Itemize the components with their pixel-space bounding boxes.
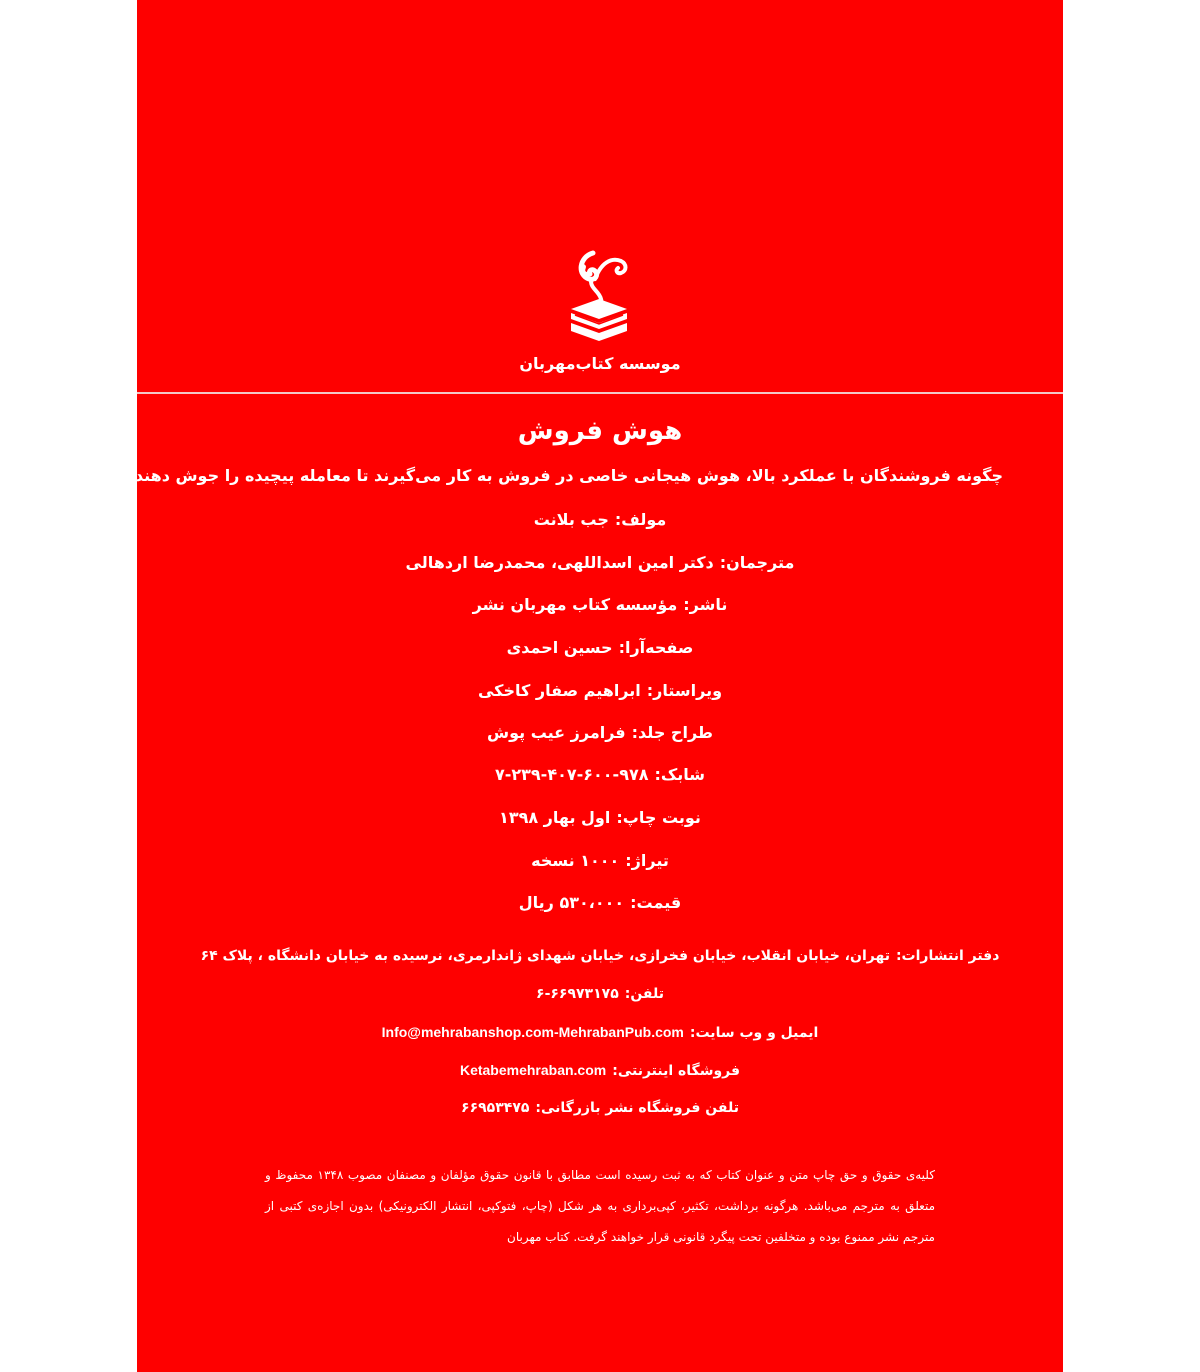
phone-line xyxy=(137,986,1063,1002)
print-run-label: تیراژ: xyxy=(625,851,669,870)
print-run-line xyxy=(137,851,1063,870)
editor-line xyxy=(137,681,1063,700)
edition-value: اول بهار ۱۳۹۸ xyxy=(499,808,611,827)
publisher-name: موسسه کتاب‌مهربان xyxy=(519,354,681,373)
price-label: قیمت: xyxy=(630,893,682,912)
translators-label: مترجمان: xyxy=(719,553,795,572)
isbn-label: شابک: xyxy=(654,765,706,784)
online-shop-line xyxy=(137,1062,1063,1079)
cover-designer-label: طراح جلد: xyxy=(631,723,713,742)
author-label: مولف: xyxy=(614,510,667,529)
layout-designer-label: صفحه‌آرا: xyxy=(618,638,694,657)
author-value: جب بلانت xyxy=(533,510,609,529)
phone-value: ۶۶۹۷۳۱۷۵-۶ xyxy=(536,986,619,1002)
price-value: ۵۳۰،۰۰۰ ریال xyxy=(518,893,625,912)
office-address-line xyxy=(137,948,1063,964)
cover-designer-line xyxy=(137,723,1063,742)
office-value: تهران، خیابان انقلاب، خیابان فخرازی، خیابان شهدای ژاندارمری، نرسیده به خیابان دانشگاه ، پلاک ۶۴ xyxy=(200,948,890,964)
divider xyxy=(137,392,1063,394)
layout-designer-value: حسین احمدی xyxy=(506,638,613,657)
layout-designer-line xyxy=(137,638,1063,657)
web-line xyxy=(137,1024,1063,1041)
publisher-logo xyxy=(137,245,1063,355)
edition-line xyxy=(137,808,1063,827)
publisher-label: ناشر: xyxy=(683,595,728,614)
online-shop-value: Ketabemehraban.com xyxy=(459,1062,607,1078)
book-stack-with-flourish-icon xyxy=(565,245,635,355)
book-subtitle: چگونه فروشندگان با عملکرد بالا، هوش هیجانی خاصی در فروش به کار می‌گیرند تا معامله پیچیده را جوش دهند xyxy=(134,466,1003,485)
price-line xyxy=(137,893,1063,912)
web-value: Info@mehrabanshop.com-MehrabanPub.com xyxy=(381,1024,684,1040)
legal-notice: کلیه‌ی حقوق و حق چاپ متن و عنوان کتاب که به ثبت رسیده است مطابق با قانون حقوق مؤلفان و مصنفان مصوب ۱۳۴۸ محفوظ و متعلق به مترجم می‌باشد. هرگونه برداشت، تکثیر، کپی‌برداری به هر شکل (چاپ، فتوکپی، انتشار الکترونیکی) بدون اجازه‌ی کتبی از مترجم نشر ممنوع بوده و متخلفین تحت پیگرد قانونی قرار خواهند گرفت. کتاب مهربان xyxy=(265,1168,935,1244)
web-label: ایمیل و وب سایت: xyxy=(689,1025,819,1041)
sales-phone-value: ۶۶۹۵۳۴۷۵ xyxy=(461,1100,530,1116)
sales-phone-line xyxy=(137,1100,1063,1116)
translators-value: دکتر امین اسداللهی، محمدرضا اردهالی xyxy=(405,553,714,572)
isbn-line xyxy=(137,765,1063,784)
author-line xyxy=(137,510,1063,529)
book-title: هوش فروش xyxy=(517,416,683,446)
office-label: دفتر انتشارات: xyxy=(895,948,1000,964)
print-run-value: ۱۰۰۰ نسخه xyxy=(531,851,620,870)
copyright-page xyxy=(134,0,1063,1372)
edition-label: نوبت چاپ: xyxy=(616,808,701,827)
cover-designer-value: فرامرز عیب پوش xyxy=(487,723,626,742)
editor-value: ابراهیم صفار کاخکی xyxy=(477,681,641,700)
translators-line xyxy=(137,553,1063,572)
phone-label: تلفن: xyxy=(624,986,664,1002)
publisher-value: مؤسسه کتاب مهربان نشر xyxy=(472,595,678,614)
online-shop-label: فروشگاه اینترنتی: xyxy=(612,1063,741,1079)
editor-label: ویراستار: xyxy=(646,681,723,700)
publisher-line xyxy=(137,595,1063,614)
sales-phone-label: تلفن فروشگاه نشر بازرگانی: xyxy=(535,1100,739,1116)
isbn-value: ۹۷۸-۶۰۰-۴۰۷-۲۳۹-۷ xyxy=(494,765,649,784)
